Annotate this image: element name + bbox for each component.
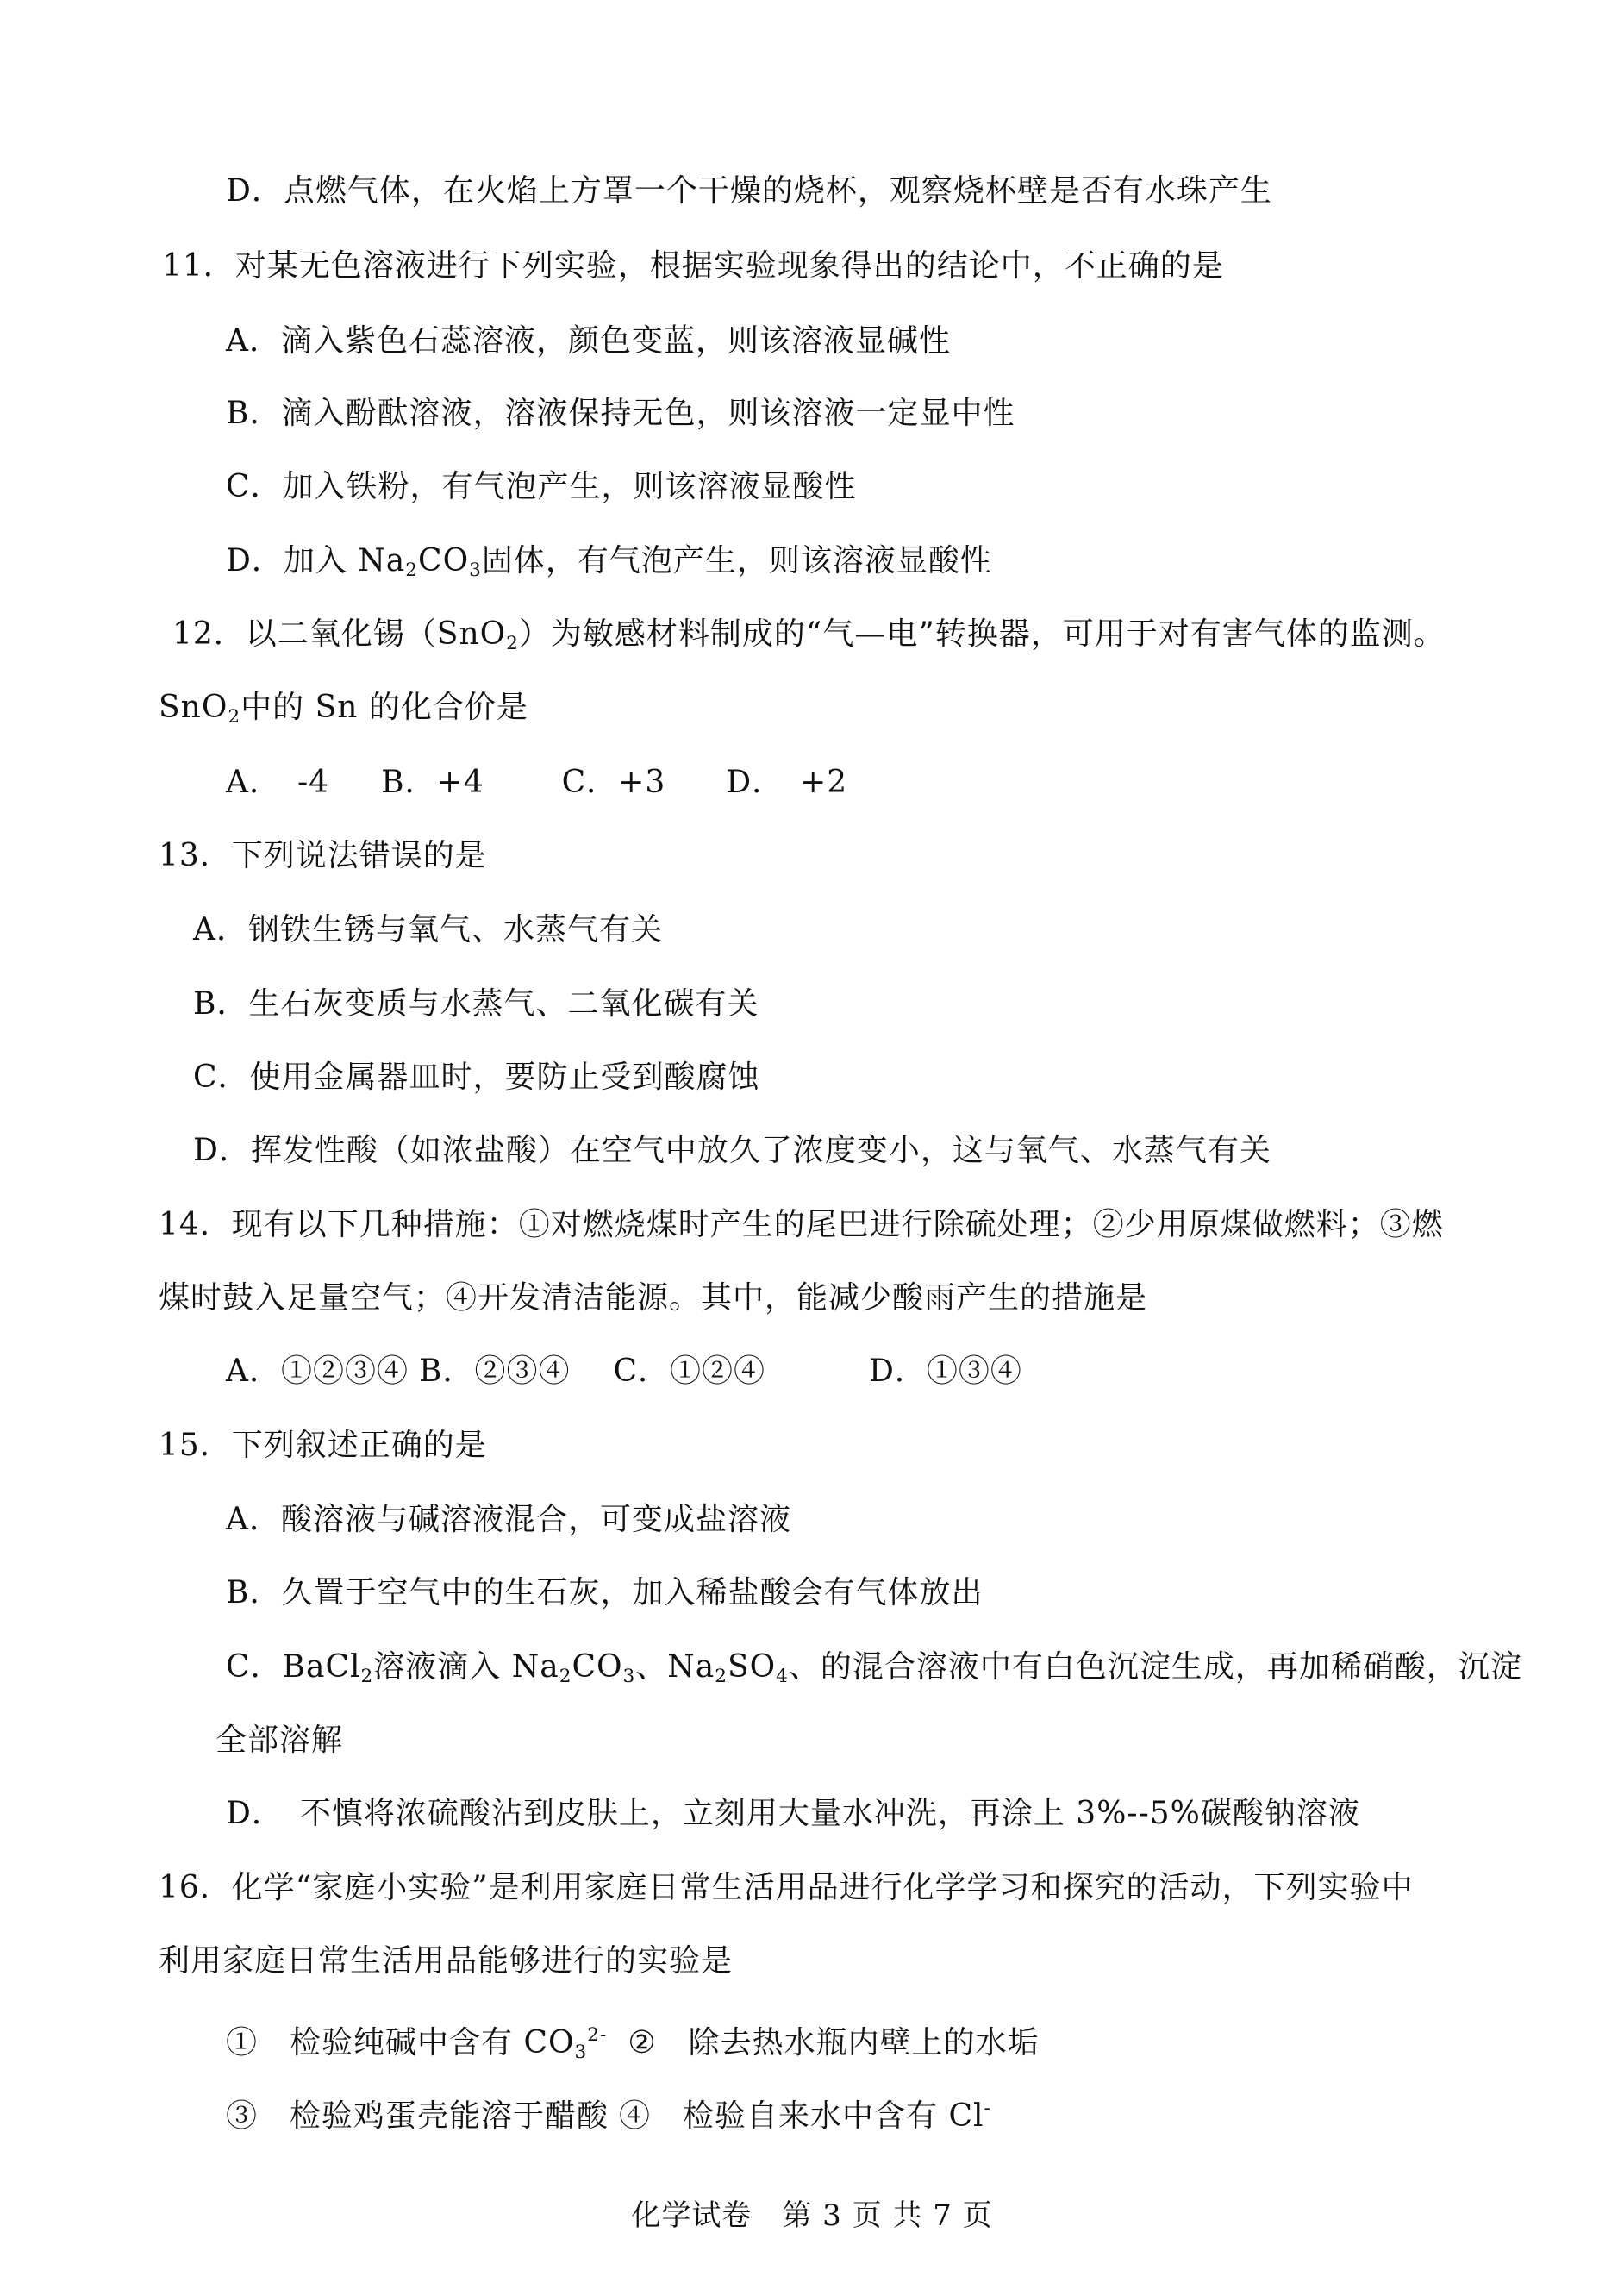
- q13-option-a: A．钢铁生锈与氧气、水蒸气有关: [193, 912, 663, 947]
- q16-item-1: ① 检验纯碱中含有 $CO_3^{2-}$: [226, 2024, 608, 2063]
- q12-option-d: D． +2: [726, 765, 848, 800]
- page-footer: 化学试卷 第 3 页 共 7 页: [631, 2198, 993, 2233]
- q15-option-c-cont: 全部溶解: [215, 1723, 344, 1758]
- q16-items-row1: [226, 2015, 1040, 2073]
- q14-option-d: D．①③④: [869, 1354, 1022, 1389]
- q11-stem: 11．对某无色溶液进行下列实验，根据实验现象得出的结论中，不正确的是: [162, 248, 1224, 284]
- q11-option-d: D．加入 $Na_2CO_3$固体，有气泡产生，则该溶液显酸性: [226, 543, 992, 581]
- q12-option-c: C．+3: [561, 765, 666, 800]
- q12-stem: 12．以二氧化锡（SnO$_2$）为敏感材料制成的“气—电”转换器，可用于对有害气体的监测。: [172, 616, 1446, 654]
- q14-option-c: C．①②④: [613, 1354, 766, 1389]
- q10-option-d: D．点燃气体，在火焰上方罩一个干燥的烧杯，观察烧杯壁是否有水珠产生: [226, 173, 1272, 209]
- q11-option-a: A．滴入紫色石蕊溶液，颜色变蓝，则该溶液显碱性: [226, 323, 951, 359]
- q12-stem-cont: SnO$_2$中的 Sn 的化合价是: [159, 690, 528, 728]
- q16-item-3: ③ 检验鸡蛋壳能溶于醋酸: [226, 2098, 609, 2134]
- q16-stem-cont: 利用家庭日常生活用品能够进行的实验是: [159, 1943, 734, 1979]
- q16-stem: 16．化学“家庭小实验”是利用家庭日常生活用品进行化学学习和探究的活动，下列实验中: [159, 1870, 1414, 1905]
- q16-items-row2: [226, 2088, 991, 2137]
- q15-option-b: B．久置于空气中的生石灰，加入稀盐酸会有气体放出: [226, 1575, 984, 1610]
- q13-option-c: C．使用金属器皿时，要防止受到酸腐蚀: [193, 1060, 760, 1095]
- q15-stem: 15．下列叙述正确的是: [159, 1428, 487, 1463]
- q12-options: [226, 762, 847, 804]
- q13-option-b: B．生石灰变质与水蒸气、二氧化碳有关: [193, 986, 759, 1022]
- q11-option-b: B．滴入酚酞溶液，溶液保持无色，则该溶液一定显中性: [226, 396, 1015, 431]
- q12-option-b: B．+4: [381, 765, 484, 800]
- q16-item-4: ④ 检验自来水中含有 Cl-: [619, 2098, 991, 2134]
- q15-option-c: C．BaCl$_2$溶液滴入 $Na_2CO_3$、$Na_2SO_4$、的混合溶液中有白色沉淀生成，再加稀硝酸，沉淀: [226, 1649, 1522, 1687]
- q14-option-a: A．①②③④: [226, 1354, 409, 1389]
- q14-option-b: B．②③④: [419, 1354, 571, 1389]
- q14-stem-cont: 煤时鼓入足量空气；④开发清洁能源。其中，能减少酸雨产生的措施是: [159, 1280, 1148, 1316]
- q13-stem: 13．下列说法错误的是: [159, 838, 487, 873]
- q13-option-d: D．挥发性酸（如浓盐酸）在空气中放久了浓度变小，这与氧气、水蒸气有关: [193, 1133, 1271, 1168]
- q15-option-a: A．酸溶液与碱溶液混合，可变成盐溶液: [226, 1502, 791, 1537]
- q14-options: [226, 1351, 1022, 1392]
- q12-option-a: A． -4: [226, 765, 330, 800]
- q15-option-d: D． 不慎将浓硫酸沾到皮肤上，立刻用大量水冲洗，再涂上 3%--5%碳酸钠溶液: [226, 1796, 1360, 1831]
- q11-option-c: C．加入铁粉，有气泡产生，则该溶液显酸性: [226, 469, 857, 504]
- q16-item-2: ② 除去热水瓶内壁上的水垢: [628, 2025, 1040, 2060]
- q14-stem: 14．现有以下几种措施：①对燃烧煤时产生的尾巴进行除硫处理；②少用原煤做燃料；③燃: [159, 1207, 1444, 1242]
